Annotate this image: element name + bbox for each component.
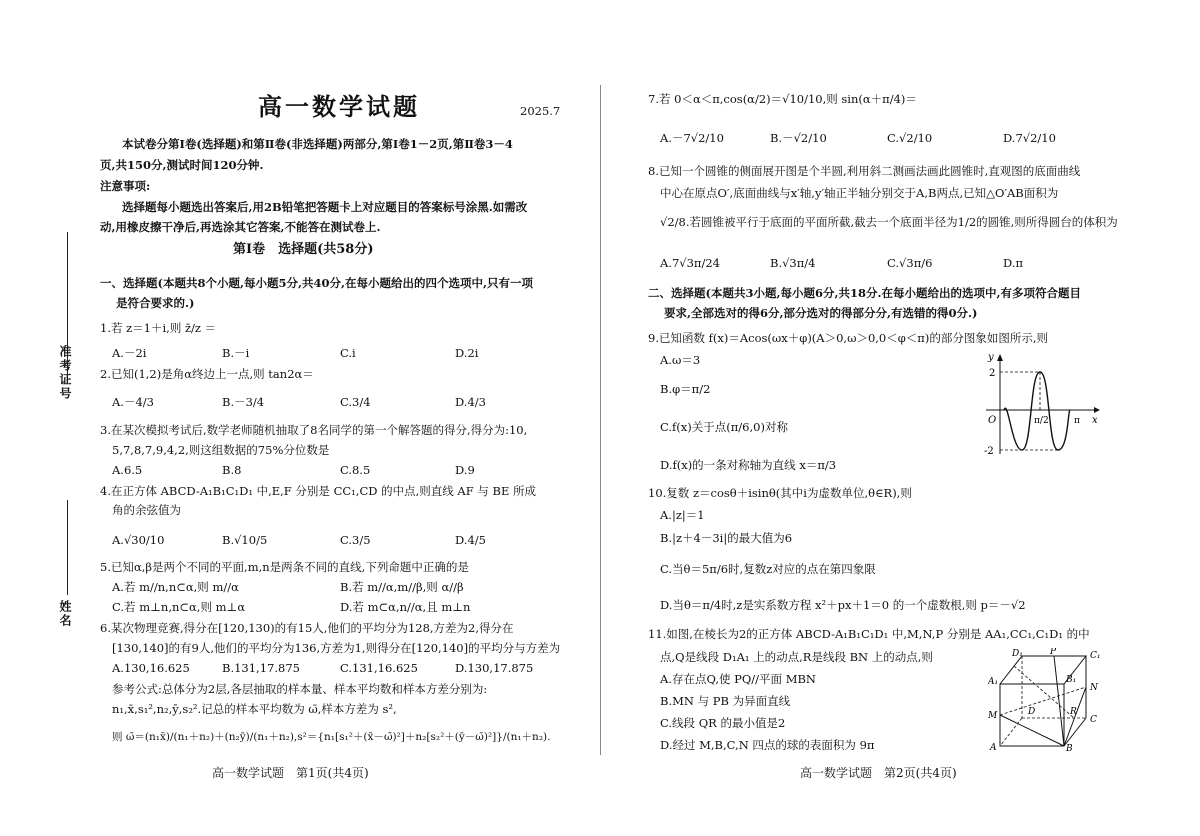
- q6-ref-1: 参考公式:总体分为2层,各层抽取的样本量、样本平均数和样本方差分别为:: [112, 682, 488, 696]
- footer-page-1: 高一数学试题 第1页(共4页): [212, 766, 369, 780]
- q11-stem-2: 点,Q是线段 D₁A₁ 上的动点,R是线段 BN 上的动点,则: [660, 650, 933, 664]
- q11-stem-1: 11.如图,在棱长为2的正方体 ABCD-A₁B₁C₁D₁ 中,M,N,P 分别是 AA₁,CC₁,C₁D₁ 的中: [648, 627, 1090, 641]
- q8-option-c: C.√3π/6: [887, 256, 933, 270]
- q5-option-b: B.若 m//α,m//β,则 α//β: [340, 580, 464, 594]
- page-right: [600, 0, 1200, 836]
- x-axis-arrow: [1094, 407, 1100, 413]
- q6-option-d: D.130,17.875: [455, 661, 534, 675]
- footer-page-2: 高一数学试题 第2页(共4页): [800, 766, 957, 780]
- x-axis-label: x: [1092, 415, 1098, 426]
- label-n: N: [1090, 683, 1098, 693]
- q1-option-c: C.i: [340, 346, 356, 360]
- q6-ref-3: 则 ω̄＝(n₁x̄)/(n₁＋n₂)＋(n₂ȳ)/(n₁＋n₂),s²＝{n₁[s₁²＋(x̄－ω̄)²]＋n₂[s₂²＋(ȳ－ω̄)²]}/(n₁＋n₂).: [112, 731, 551, 743]
- y-axis-arrow: [997, 354, 1003, 361]
- intro-line-1: 本试卷分第Ⅰ卷(选择题)和第Ⅱ卷(非选择题)两部分,第Ⅰ卷1－2页,第Ⅱ卷3－4: [122, 137, 513, 151]
- q5-option-a: A.若 m//n,n⊂α,则 m//α: [112, 580, 239, 594]
- q8-option-d: D.π: [1003, 256, 1024, 270]
- segment-q-r: [1014, 666, 1077, 718]
- segment-m-b: [1000, 715, 1064, 746]
- q5-stem: 5.已知α,β是两个不同的平面,m,n是两条不同的直线,下列命题中正确的是: [100, 560, 469, 574]
- q8-option-b: B.√3π/4: [770, 256, 816, 270]
- q3-option-b: B.8: [222, 463, 242, 477]
- label-a: A: [990, 743, 997, 752]
- q3-option-d: D.9: [455, 463, 475, 477]
- label-c1: C₁: [1090, 651, 1101, 661]
- label-r: R: [1070, 707, 1077, 717]
- q10-option-a: A.|z|＝1: [660, 508, 705, 522]
- q11-option-a: A.存在点Q,使 PQ//平面 MBN: [660, 672, 816, 686]
- q8-stem-1: 8.已知一个圆锥的侧面展开图是个半圆,利用斜二测画法画此圆锥时,直观图的底面曲线: [648, 164, 1081, 178]
- q4-option-c: C.3/5: [340, 533, 371, 547]
- q11-option-c: C.线段 QR 的最小值是2: [660, 716, 786, 730]
- q7-option-b: B.－√2/10: [770, 131, 827, 145]
- x-tick-end: π: [1074, 416, 1080, 426]
- q8-option-a: A.7√3π/24: [660, 256, 720, 270]
- q7-stem: 7.若 0＜α＜π,cos(α/2)＝√10/10,则 sin(α＋π/4)＝: [648, 92, 917, 106]
- q4-stem-2: 角的余弦值为: [112, 503, 181, 517]
- origin-label: O: [988, 415, 997, 426]
- exam-id-label: 准考证号: [58, 345, 72, 401]
- q6-option-c: C.131,16.625: [340, 661, 418, 675]
- label-m: M: [988, 711, 998, 721]
- section1-heading: 第Ⅰ卷 选择题(共58分): [233, 242, 374, 257]
- q3-stem-2: 5,7,8,7,9,4,2,则这组数据的75%分位数是: [112, 443, 330, 457]
- label-d: D: [1028, 707, 1036, 717]
- notes-line-2: 动,用橡皮擦干净后,再选涂其它答案,不能答在测试卷上.: [100, 220, 381, 234]
- q4-option-a: A.√30/10: [112, 533, 165, 547]
- q10-option-c: C.当θ＝5π/6时,复数z对应的点在第四象限: [660, 562, 876, 576]
- notes-line-1: 选择题每小题选出答案后,用2B铅笔把答题卡上对应题目的答案标号涂黑.如需改: [122, 200, 528, 214]
- intro-line-2: 页,共150分,测试时间120分钟.: [100, 158, 264, 172]
- q11-option-d: D.经过 M,B,C,N 四点的球的表面积为 9π: [660, 738, 875, 752]
- q4-option-b: B.√10/5: [222, 533, 268, 547]
- hidden-edge-3: [1000, 718, 1022, 746]
- y-tick-bottom: -2: [984, 446, 994, 457]
- q4-option-d: D.4/5: [455, 533, 486, 547]
- q6-ref-2: n₁,x̄,s₁²,n₂,ȳ,s₂².记总的样本平均数为 ω̄,样本方差为 s²,: [112, 702, 397, 716]
- name-label: 姓名: [58, 600, 72, 628]
- q5-option-c: C.若 m⊥n,n⊂α,则 m⊥α: [112, 600, 246, 614]
- q2-option-a: A.－4/3: [112, 395, 154, 409]
- q1-stem: 1.若 z＝1＋i,则 z̄/z ＝: [100, 321, 217, 335]
- q1-option-b: B.－i: [222, 346, 250, 360]
- q1-option-a: A.－2i: [112, 346, 147, 360]
- q8-stem-2: 中心在原点O′,底面曲线与x′轴,y′轴正半轴分别交于A,B两点,已知△O′AB面积为: [660, 186, 1059, 200]
- q9-stem: 9.已知函数 f(x)＝Acos(ωx＋φ)(A＞0,ω＞0,0＜φ＜π)的部分图象如图所示,则: [648, 331, 1048, 345]
- q2-option-b: B.－3/4: [222, 395, 265, 409]
- q6-stem-2: [130,140]的有9人,他们的平均分为136,方差为1,则得分在[120,140]的平均分与方差为: [112, 641, 561, 655]
- q10-option-b: B.|z＋4－3i|的最大值为6: [660, 531, 793, 545]
- q9-option-b: B.φ＝π/2: [660, 382, 711, 396]
- notes-title: 注意事项:: [100, 179, 151, 193]
- cosine-curve: [1004, 372, 1070, 450]
- q10-option-d: D.当θ＝π/4时,z是实系数方程 x²＋px＋1＝0 的一个虚数根,则 p＝－√2: [660, 598, 1026, 612]
- q6-stem-1: 6.某次物理竞赛,得分在[120,130)的有15人,他们的平均分为128,方差为2,得分在: [100, 621, 514, 635]
- label-b1: B₁: [1066, 675, 1077, 685]
- y-axis-label: y: [988, 352, 994, 363]
- label-b: B: [1066, 744, 1073, 752]
- cosine-graph: [982, 350, 1102, 460]
- label-a1: A₁: [988, 677, 999, 687]
- q4-stem-1: 4.在正方体 ABCD-A₁B₁C₁D₁ 中,E,F 分别是 CC₁,CD 的中点,则直线 AF 与 BE 所成: [100, 484, 537, 498]
- cube-figure: [988, 648, 1108, 752]
- q6-option-a: A.130,16.625: [112, 661, 190, 675]
- q8-stem-3: √2/8.若圆锥被平行于底面的平面所截,截去一个底面半径为1/2的圆锥,则所得圆台的体积为: [660, 215, 1118, 229]
- q1-option-d: D.2i: [455, 346, 479, 360]
- segment-p-b: [1054, 656, 1064, 746]
- label-d1: D₁: [1012, 649, 1023, 659]
- page-title: 高一数学试题: [258, 92, 420, 121]
- y-tick-top: 2: [989, 368, 996, 379]
- q2-stem: 2.已知(1,2)是角α终边上一点,则 tan2α＝: [100, 367, 314, 381]
- x-tick-mid: π/2: [1034, 416, 1049, 426]
- label-c: C: [1090, 715, 1097, 725]
- part1-line-2: 是符合要求的.): [116, 296, 195, 310]
- q3-option-c: C.8.5: [340, 463, 371, 477]
- part2-line-2: 要求,全部选对的得6分,部分选对的得部分分,有选错的得0分.): [664, 306, 978, 320]
- q7-option-a: A.－7√2/10: [660, 131, 724, 145]
- q7-option-d: D.7√2/10: [1003, 131, 1056, 145]
- part1-line-1: 一、选择题(本题共8个小题,每小题5分,共40分,在每小题给出的四个选项中,只有一项: [100, 276, 533, 290]
- q9-option-c: C.f(x)关于点(π/6,0)对称: [660, 420, 788, 434]
- q3-stem-1: 3.在某次模拟考试后,数学老师随机抽取了8名同学的第一个解答题的得分,得分为:10,: [100, 423, 528, 437]
- q9-option-a: A.ω＝3: [660, 353, 701, 367]
- exam-date: 2025.7: [520, 104, 561, 118]
- q11-option-b: B.MN 与 PB 为异面直线: [660, 694, 791, 708]
- q2-option-c: C.3/4: [340, 395, 371, 409]
- q6-option-b: B.131,17.875: [222, 661, 300, 675]
- label-p: P: [1050, 648, 1057, 657]
- q7-option-c: C.√2/10: [887, 131, 933, 145]
- q3-option-a: A.6.5: [112, 463, 143, 477]
- q5-option-d: D.若 m⊂α,n//α,且 m⊥n: [340, 600, 471, 614]
- q9-option-d: D.f(x)的一条对称轴为直线 x＝π/3: [660, 458, 837, 472]
- part2-line-1: 二、选择题(本题共3小题,每小题6分,共18分.在每小题给出的选项中,有多项符合题目: [648, 286, 1081, 300]
- q2-option-d: D.4/3: [455, 395, 486, 409]
- q10-stem: 10.复数 z＝cosθ＋isinθ(其中i为虚数单位,θ∈R),则: [648, 486, 912, 500]
